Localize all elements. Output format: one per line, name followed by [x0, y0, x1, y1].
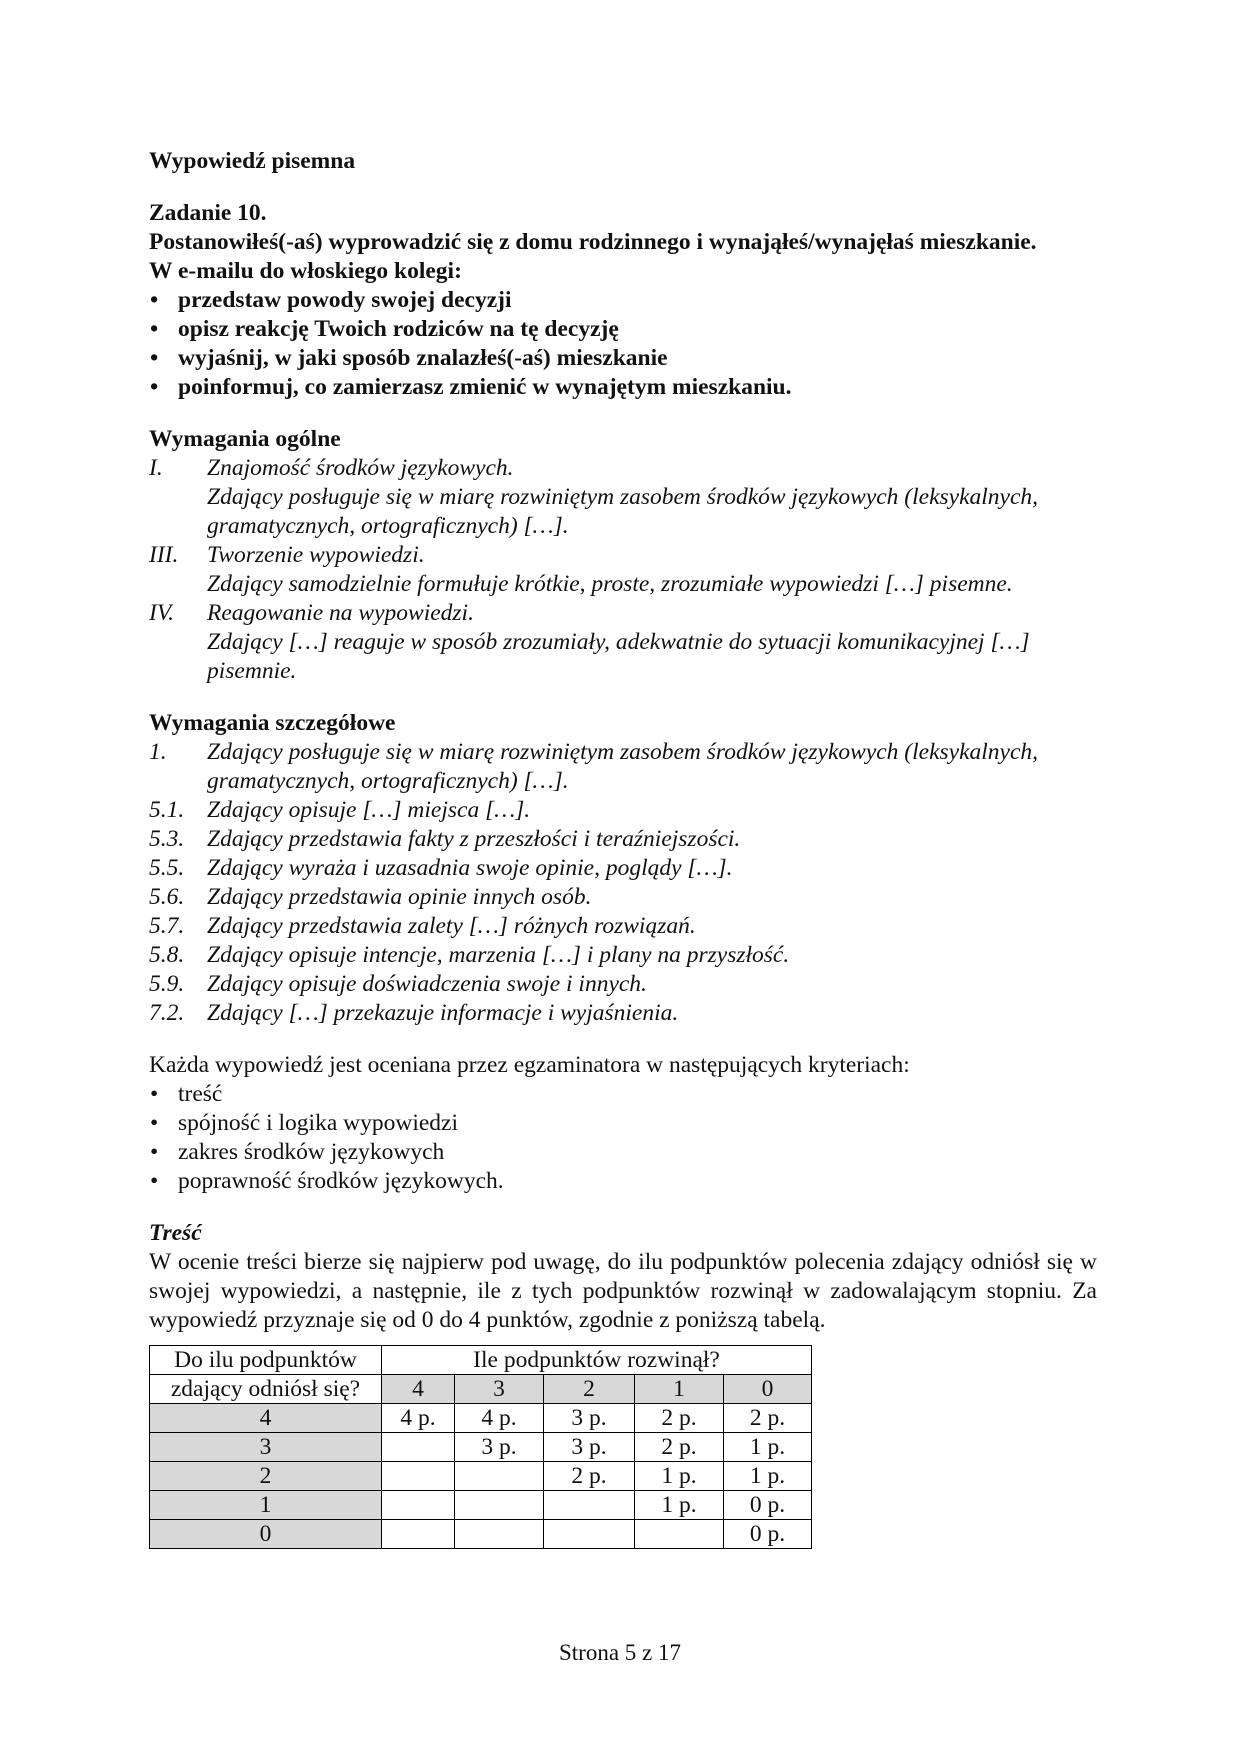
table-row	[150, 1491, 812, 1520]
content-section-title: Treść	[149, 1220, 202, 1246]
criteria-bullet: • treść	[149, 1080, 1097, 1109]
criteria-intro: Każda wypowiedź jest oceniana przez egzaminatora w następujących kryteriach:	[149, 1052, 910, 1078]
requirement-text: Zdający opisuje doświadczenia swoje i innych.	[207, 971, 647, 997]
table-row	[150, 1404, 812, 1433]
score-cell: 1 p.	[724, 1462, 812, 1491]
requirement-number: 5.9.	[149, 971, 185, 997]
general-requirements-title: Wymagania ogólne	[149, 426, 341, 452]
row-label: 0	[150, 1520, 382, 1549]
column-header: Ile podpunktów rozwinął?	[382, 1346, 812, 1375]
score-cell: 3 p.	[544, 1433, 635, 1462]
criteria-list	[149, 1080, 1097, 1196]
detailed-requirement-item	[149, 941, 1097, 970]
score-cell	[455, 1520, 544, 1549]
task-bullet: • poinformuj, co zamierzasz zmienić w wynajętym mieszkaniu.	[149, 373, 1097, 402]
table-row	[150, 1462, 812, 1491]
requirement-text: Zdający posługuje się w miarę rozwiniętym zasobem środków językowych (leksykalnych, gramatycznych, ortograficznych) […].	[207, 484, 1039, 539]
requirement-text: Zdający opisuje intencje, marzenia […] i plany na przyszłość.	[207, 942, 790, 968]
detailed-requirements-title: Wymagania szczegółowe	[149, 710, 396, 736]
detailed-requirement-item	[149, 883, 1097, 912]
row-label: 3	[150, 1433, 382, 1462]
detailed-requirement-item	[149, 999, 1097, 1028]
column-label: 2	[544, 1375, 635, 1404]
criteria-bullet: • spójność i logika wypowiedzi	[149, 1109, 1097, 1138]
page-content	[149, 147, 1097, 1549]
page-footer: Strona 5 z 17	[558, 1640, 681, 1665]
table-row	[150, 1520, 812, 1549]
score-cell	[382, 1491, 455, 1520]
task-label: Zadanie 10.	[149, 200, 267, 226]
score-cell	[544, 1491, 635, 1520]
column-label: 3	[455, 1375, 544, 1404]
requirement-number: 5.5.	[149, 855, 185, 881]
score-cell: 4 p.	[455, 1404, 544, 1433]
score-cell: 1 p.	[635, 1462, 724, 1491]
score-cell: 0 p.	[724, 1491, 812, 1520]
score-cell	[455, 1491, 544, 1520]
row-label: 2	[150, 1462, 382, 1491]
requirement-number: 1.	[149, 739, 167, 765]
requirement-number: III.	[149, 542, 179, 568]
detailed-requirement-item	[149, 796, 1097, 825]
requirement-number: 5.1.	[149, 797, 185, 823]
task-bullet: • przedstaw powody swojej decyzji	[149, 286, 1097, 315]
score-cell: 1 p.	[635, 1491, 724, 1520]
row-header-line2: zdający odniósł się?	[150, 1375, 382, 1404]
requirement-text: Zdający przedstawia fakty z przeszłości i teraźniejszości.	[207, 826, 741, 852]
requirement-text: Zdający posługuje się w miarę rozwiniętym zasobem środków językowych (leksykalnych, gramatycznych, ortograficznych) […].	[207, 739, 1039, 794]
score-cell: 2 p.	[635, 1433, 724, 1462]
score-cell	[382, 1433, 455, 1462]
requirement-text: Zdający […] przekazuje informacje i wyjaśnienia.	[207, 1000, 679, 1026]
row-label: 4	[150, 1404, 382, 1433]
criteria-bullet: • zakres środków językowych	[149, 1138, 1097, 1167]
requirement-text: Zdający przedstawia opinie innych osób.	[207, 884, 592, 910]
general-requirement-item	[149, 599, 1097, 686]
requirement-number: 5.6.	[149, 884, 185, 910]
content-section-paragraph: W ocenie treści bierze się najpierw pod uwagę, do ilu podpunktów polecenia zdający odniósł się w swojej wypowiedzi, a następnie, ile z tych podpunktów rozwinął w zadowalającym stopniu. Za wypowiedź przyznaje się od 0 do 4 punktów, zgodnie z poniższą tabelą.	[149, 1249, 1097, 1333]
requirement-heading: Znajomość środków językowych.	[207, 455, 514, 481]
task-bullet: • opisz reakcję Twoich rodziców na tę decyzję	[149, 315, 1097, 344]
requirement-heading: Reagowanie na wypowiedzi.	[207, 600, 474, 626]
requirement-number: 5.3.	[149, 826, 185, 852]
score-cell: 4 p.	[382, 1404, 455, 1433]
detailed-requirement-item	[149, 912, 1097, 941]
score-cell	[455, 1462, 544, 1491]
requirement-text: Zdający samodzielnie formułuje krótkie, proste, zrozumiałe wypowiedzi […] pisemne.	[207, 571, 1013, 597]
section-title: Wypowiedź pisemna	[149, 148, 356, 174]
detailed-requirement-item	[149, 854, 1097, 883]
requirement-number: 7.2.	[149, 1000, 185, 1026]
requirement-number: IV.	[149, 600, 175, 626]
task-prompt-line2: W e-mailu do włoskiego kolegi:	[149, 258, 462, 284]
column-label: 1	[635, 1375, 724, 1404]
score-cell	[544, 1520, 635, 1549]
score-table	[149, 1345, 812, 1549]
score-cell: 2 p.	[544, 1462, 635, 1491]
score-cell	[382, 1462, 455, 1491]
column-label: 4	[382, 1375, 455, 1404]
score-cell	[382, 1520, 455, 1549]
task-bullet: • wyjaśnij, w jaki sposób znalazłeś(-aś) mieszkanie	[149, 344, 1097, 373]
task-prompt-line1: Postanowiłeś(-aś) wyprowadzić się z domu rodzinnego i wynająłeś/wynajęłaś mieszkanie.	[149, 229, 1037, 255]
requirement-heading: Tworzenie wypowiedzi.	[207, 542, 425, 568]
task-bullet-list	[149, 286, 1097, 402]
column-label: 0	[724, 1375, 812, 1404]
requirement-text: Zdający wyraża i uzasadnia swoje opinie, poglądy […].	[207, 855, 733, 881]
score-cell: 3 p.	[455, 1433, 544, 1462]
table-row	[150, 1433, 812, 1462]
general-requirement-item	[149, 454, 1097, 541]
detailed-requirement-item	[149, 738, 1097, 796]
requirement-text: Zdający przedstawia zalety […] różnych rozwiązań.	[207, 913, 696, 939]
requirement-text: Zdający opisuje […] miejsca […].	[207, 797, 531, 823]
general-requirement-item	[149, 541, 1097, 599]
detailed-requirement-item	[149, 970, 1097, 999]
score-cell: 2 p.	[635, 1404, 724, 1433]
requirement-number: I.	[149, 455, 163, 481]
row-label: 1	[150, 1491, 382, 1520]
score-cell: 0 p.	[724, 1520, 812, 1549]
row-header-line1: Do ilu podpunktów	[150, 1346, 382, 1375]
criteria-bullet: • poprawność środków językowych.	[149, 1167, 1097, 1196]
requirement-text: Zdający […] reaguje w sposób zrozumiały, adekwatnie do sytuacji komunikacyjnej […] pisemnie.	[207, 629, 1030, 684]
requirement-number: 5.7.	[149, 913, 185, 939]
score-cell: 2 p.	[724, 1404, 812, 1433]
requirement-number: 5.8.	[149, 942, 185, 968]
score-cell	[635, 1520, 724, 1549]
score-cell: 1 p.	[724, 1433, 812, 1462]
detailed-requirement-item	[149, 825, 1097, 854]
score-cell: 3 p.	[544, 1404, 635, 1433]
